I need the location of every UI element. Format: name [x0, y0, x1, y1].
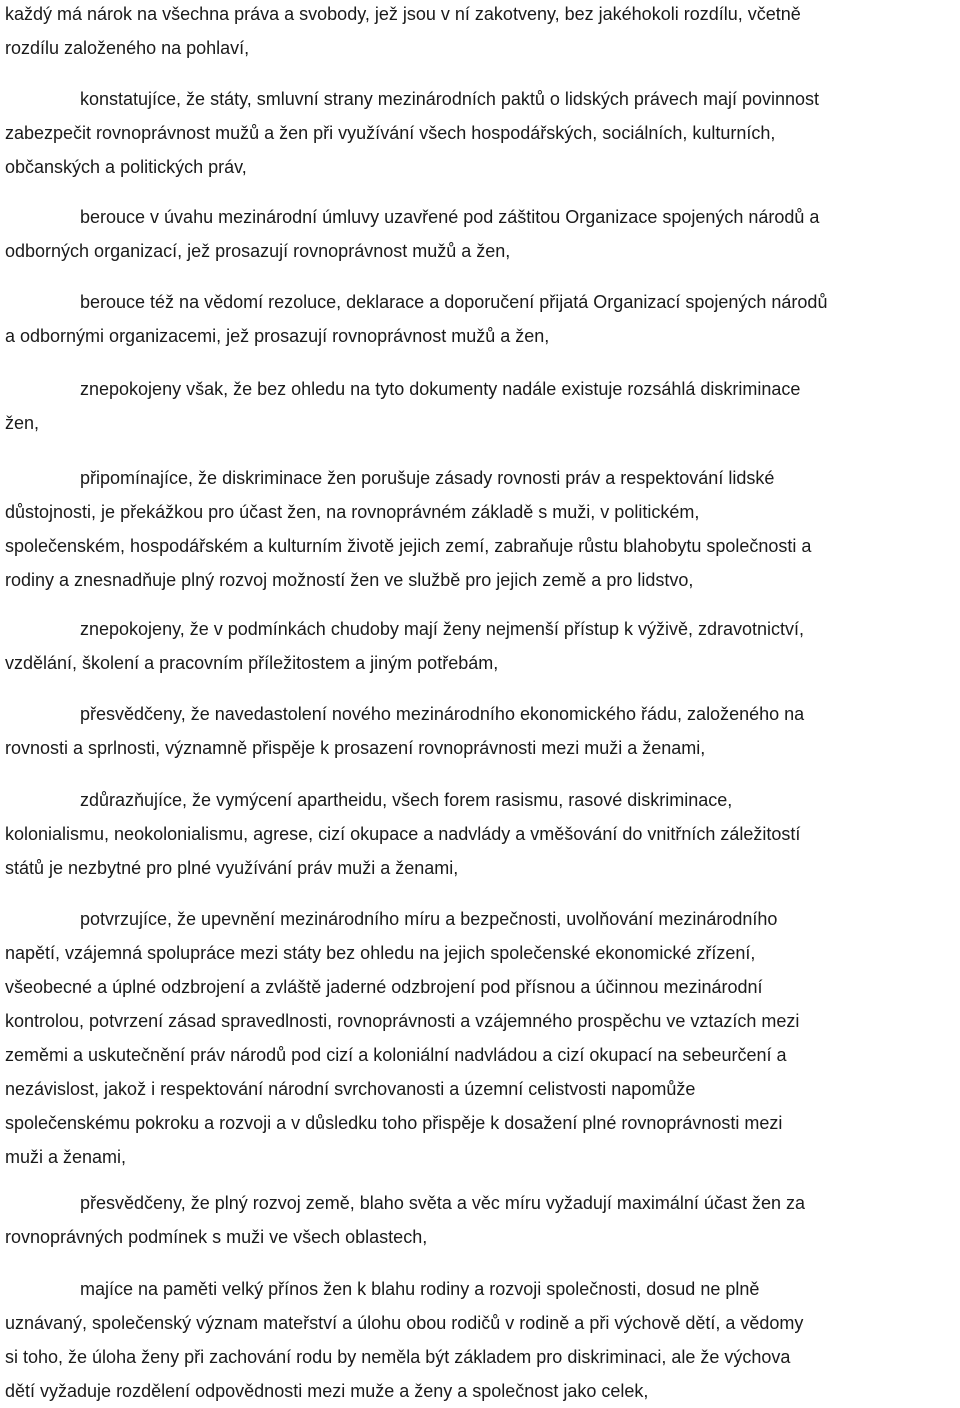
paragraph [0, 372, 960, 440]
text-line: nezávislost, jakož i respektování národní svrchovanosti a územní celistvosti napomůže [5, 1079, 696, 1099]
text-line: přesvědčeny, že navedastolení nového mezinárodního ekonomického řádu, založeného na [80, 704, 805, 724]
text-line: majíce na paměti velký přínos žen k blahu rodiny a rozvoji společnosti, dosud ne plně [80, 1279, 760, 1299]
text-line: si toho, že úloha ženy při zachování rodu by neměla být základem pro diskriminaci, ale že výchova [5, 1347, 791, 1367]
paragraph [0, 902, 960, 1174]
text-line: rovnoprávných podmínek s muži ve všech oblastech, [5, 1227, 428, 1247]
text-line: společenském, hospodářském a kulturním životě jejich zemí, zabraňuje růstu blahobytu společnosti a [5, 536, 812, 556]
paragraph [0, 461, 960, 597]
text-line: a odbornými organizacemi, jež prosazují rovnoprávnost mužů a žen, [5, 326, 550, 346]
text-line: zeměmi a uskutečnění práv národů pod cizí a koloniální nadvládou a cizí okupací na sebeurčení a [5, 1045, 787, 1065]
text-line: zdůrazňujíce, že vymýcení apartheidu, všech forem rasismu, rasové diskriminace, [80, 790, 733, 810]
text-line: berouce v úvahu mezinárodní úmluvy uzavřené pod záštitou Organizace spojených národů a [80, 207, 820, 227]
paragraph [0, 783, 960, 885]
paragraph [0, 1186, 960, 1254]
text-line: rozdílu založeného na pohlaví, [5, 38, 250, 58]
text-line: rodiny a znesnadňuje plný rozvoj možností žen ve službě pro jejich země a pro lidstvo, [5, 570, 694, 590]
text-line: žen, [5, 413, 40, 433]
paragraph [0, 612, 960, 680]
text-line: společenskému pokroku a rozvoji a v důsledku toho přispěje k dosažení plné rovnoprávnosti mezi [5, 1113, 783, 1133]
paragraph [0, 1272, 960, 1408]
text-line: uznávaný, společenský význam mateřství a úlohu obou rodičů v rodině a při výchově dětí, a vědomy [5, 1313, 804, 1333]
paragraph [0, 285, 960, 353]
text-line: berouce též na vědomí rezoluce, deklarace a doporučení přijatá Organizací spojených národů [80, 292, 828, 312]
text-line: vzdělání, školení a pracovním příležitostem a jiným potřebám, [5, 653, 499, 673]
text-line: znepokojeny, že v podmínkách chudoby mají ženy nejmenší přístup k výživě, zdravotnictví, [80, 619, 805, 639]
text-line: muži a ženami, [5, 1147, 127, 1167]
text-line: potvrzujíce, že upevnění mezinárodního míru a bezpečnosti, uvolňování mezinárodního [80, 909, 778, 929]
text-line: konstatujíce, že státy, smluvní strany mezinárodních paktů o lidských právech mají povinnost [80, 89, 820, 109]
text-line: států je nezbytné pro plné využívání práv muži a ženami, [5, 858, 459, 878]
text-line: rovnosti a sprlnosti, významně přispěje k prosazení rovnoprávnosti mezi muži a ženami, [5, 738, 706, 758]
paragraph [0, 200, 960, 268]
text-line: občanských a politických práv, [5, 157, 247, 177]
text-line: připomínajíce, že diskriminace žen porušuje zásady rovnosti práv a respektování lidské [80, 468, 775, 488]
text-line: dětí vyžaduje rozdělení odpovědnosti mezi muže a ženy a společnost jako celek, [5, 1381, 649, 1401]
text-line: každý má nárok na všechna práva a svobody, jež jsou v ní zakotveny, bez jakéhokoli rozdílu, včetně [5, 4, 801, 24]
text-line: napětí, vzájemná spolupráce mezi státy bez ohledu na jejich společenské ekonomické zřízení, [5, 943, 756, 963]
text-line: přesvědčeny, že plný rozvoj země, blaho světa a věc míru vyžadují maximální účast žen za [80, 1193, 805, 1213]
text-line: odborných organizací, jež prosazují rovnoprávnost mužů a žen, [5, 241, 511, 261]
text-line: kolonialismu, neokolonialismu, agrese, cizí okupace a nadvlády a vměšování do vnitřních záležitostí [5, 824, 801, 844]
text-line: zabezpečit rovnoprávnost mužů a žen při využívání všech hospodářských, sociálních, kulturních, [5, 123, 776, 143]
text-line: důstojnosti, je překážkou pro účast žen, na rovnoprávném základě s muži, v politickém, [5, 502, 700, 522]
text-line: znepokojeny však, že bez ohledu na tyto dokumenty nadále existuje rozsáhlá diskriminace [80, 379, 801, 399]
text-line: všeobecné a úplné odzbrojení a zvláště jaderné odzbrojení pod přísnou a účinnou mezinárodní [5, 977, 763, 997]
paragraph [0, 82, 960, 184]
paragraph [0, 0, 960, 65]
paragraph [0, 697, 960, 765]
text-line: kontrolou, potvrzení zásad spravedlnosti, rovnoprávnosti a vzájemného prospěchu ve vztazích mezi [5, 1011, 800, 1031]
